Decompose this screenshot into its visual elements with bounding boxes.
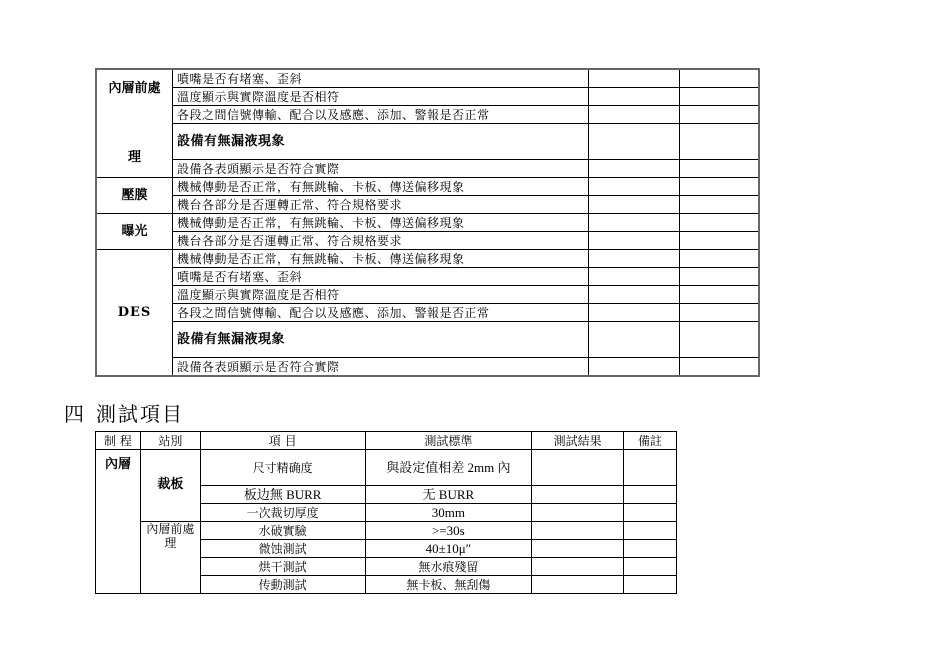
check-item: 噴嘴是否有堵塞、歪斜 — [173, 69, 589, 88]
check-note-cell — [680, 88, 760, 106]
check-note-cell — [680, 196, 760, 214]
test-result-cell — [532, 576, 624, 594]
table-row — [96, 69, 759, 88]
check-item: 設備各表頭顯示是否符合實際 — [173, 358, 589, 377]
section-heading — [64, 398, 184, 427]
check-result-cell — [589, 88, 680, 106]
test-standard: >=30s — [365, 522, 532, 540]
table-row — [96, 450, 677, 486]
header-note: 備註 — [624, 432, 677, 450]
station-cell — [140, 522, 200, 594]
check-item: 噴嘴是否有堵塞、歪斜 — [173, 268, 589, 286]
check-note-cell — [680, 304, 760, 322]
stage-name: 壓膜 — [96, 178, 173, 214]
process-cell: 內層 — [96, 450, 141, 594]
inspection-checklist-table — [95, 68, 760, 377]
test-note-cell — [624, 522, 677, 540]
table-row — [96, 304, 759, 322]
table-row — [96, 232, 759, 250]
check-result-cell — [589, 106, 680, 124]
test-note-cell — [624, 450, 677, 486]
check-item: 溫度顯示與實際溫度是否相符 — [173, 286, 589, 304]
test-item: 板边無 BURR — [200, 486, 365, 504]
table-row — [96, 88, 759, 106]
test-note-cell — [624, 486, 677, 504]
check-item: 各段之間信號傳輸、配合以及感應、添加、警報是否正常 — [173, 106, 589, 124]
table-row — [96, 286, 759, 304]
check-item: 機台各部分是否運轉正常、符合規格要求 — [173, 196, 589, 214]
station-name-top: 內層前處 — [146, 522, 195, 536]
test-item: 微蚀測試 — [200, 540, 365, 558]
check-note-cell — [680, 214, 760, 232]
table-row — [96, 250, 759, 268]
table-header-row — [96, 432, 677, 450]
check-item: 設備有無漏液現象 — [173, 322, 589, 358]
test-item: 传動測試 — [200, 576, 365, 594]
test-result-cell — [532, 522, 624, 540]
test-note-cell — [624, 504, 677, 522]
check-note-cell — [680, 160, 760, 178]
check-result-cell — [589, 286, 680, 304]
check-result-cell — [589, 196, 680, 214]
section-title: 測試項目 — [96, 402, 184, 426]
table-row — [96, 358, 759, 377]
check-note-cell — [680, 286, 760, 304]
test-note-cell — [624, 540, 677, 558]
check-note-cell — [680, 124, 760, 160]
check-note-cell — [680, 69, 760, 88]
check-note-cell — [680, 232, 760, 250]
table-row — [96, 522, 677, 540]
test-standard: 與設定值相差 2mm 內 — [365, 450, 532, 486]
header-item: 項 目 — [200, 432, 365, 450]
check-item: 設備各表頭顯示是否符合實際 — [173, 160, 589, 178]
table-row — [96, 214, 759, 232]
check-result-cell — [589, 322, 680, 358]
check-result-cell — [589, 160, 680, 178]
test-result-cell — [532, 486, 624, 504]
check-note-cell — [680, 358, 760, 377]
stage-name-top: 內層前處 — [108, 81, 161, 96]
check-note-cell — [680, 322, 760, 358]
header-process: 制 程 — [96, 432, 141, 450]
test-standard: 40±10μ″ — [365, 540, 532, 558]
check-item: 設備有無漏液現象 — [173, 124, 589, 160]
test-item: 一次裁切厚度 — [200, 504, 365, 522]
check-item: 溫度顯示與實際溫度是否相符 — [173, 88, 589, 106]
check-item: 機械傳動是否正常，有無跳輪、卡板、傳送偏移現象 — [173, 250, 589, 268]
table-row — [96, 124, 759, 160]
check-result-cell — [589, 304, 680, 322]
stage-name: 曝光 — [96, 214, 173, 250]
test-standard: 无 BURR — [365, 486, 532, 504]
test-standard: 無水痕殘留 — [365, 558, 532, 576]
check-result-cell — [589, 69, 680, 88]
table-row — [96, 160, 759, 178]
section-number: 四 — [64, 402, 86, 426]
check-note-cell — [680, 250, 760, 268]
table-row — [96, 106, 759, 124]
test-result-cell — [532, 504, 624, 522]
table-row — [96, 196, 759, 214]
check-item: 各段之間信號傳輸、配合以及感應、添加、警報是否正常 — [173, 304, 589, 322]
test-item: 烘干測試 — [200, 558, 365, 576]
check-result-cell — [589, 124, 680, 160]
test-result-cell — [532, 450, 624, 486]
check-item: 機台各部分是否運轉正常、符合規格要求 — [173, 232, 589, 250]
stage-name-bottom: 理 — [127, 150, 141, 165]
check-note-cell — [680, 106, 760, 124]
station-cell: 裁板 — [140, 450, 200, 522]
test-result-cell — [532, 558, 624, 576]
check-result-cell — [589, 250, 680, 268]
stage-name: DES — [96, 250, 173, 377]
check-result-cell — [589, 214, 680, 232]
header-standard: 測試標準 — [365, 432, 532, 450]
test-standard: 無卡板、無刮傷 — [365, 576, 532, 594]
check-item: 機械傳動是否正常，有無跳輪、卡板、傳送偏移現象 — [173, 178, 589, 196]
check-note-cell — [680, 268, 760, 286]
test-items-table — [95, 431, 677, 594]
test-note-cell — [624, 558, 677, 576]
header-result: 測試結果 — [532, 432, 624, 450]
check-note-cell — [680, 178, 760, 196]
check-result-cell — [589, 268, 680, 286]
check-result-cell — [589, 178, 680, 196]
check-result-cell — [589, 358, 680, 377]
table-row — [96, 178, 759, 196]
test-result-cell — [532, 540, 624, 558]
test-standard: 30mm — [365, 504, 532, 522]
stage-cell — [96, 69, 173, 178]
check-result-cell — [589, 232, 680, 250]
header-station: 站別 — [140, 432, 200, 450]
check-item: 機械傳動是否正常，有無跳輪、卡板、傳送偏移現象 — [173, 214, 589, 232]
table-row — [96, 322, 759, 358]
station-name-bottom: 理 — [164, 536, 177, 550]
test-item: 水破實驗 — [200, 522, 365, 540]
table-row — [96, 268, 759, 286]
test-item: 尺寸精确度 — [200, 450, 365, 486]
test-note-cell — [624, 576, 677, 594]
